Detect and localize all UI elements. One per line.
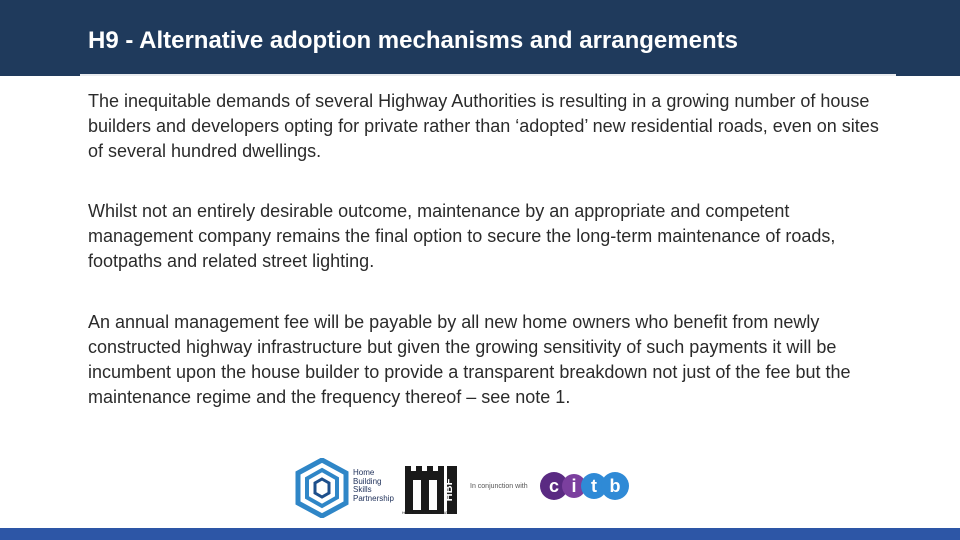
castle-tower-icon xyxy=(403,460,459,516)
header-divider xyxy=(80,74,896,76)
svg-text:HBF: HBF xyxy=(443,478,455,502)
svg-text:b: b xyxy=(609,476,621,496)
logo-strip xyxy=(0,452,960,522)
citb-logo-icon xyxy=(540,468,630,504)
paragraph-2: Whilst not an entirely desirable outcome, maintenance by an appropriate and competent management company remains the final option to secure the long-term maintenance of roads, footpaths and related street lighting. xyxy=(88,201,836,271)
hbsp-line: Building xyxy=(353,476,382,486)
svg-text:t: t xyxy=(591,476,597,496)
svg-text:c: c xyxy=(548,476,560,496)
hbf-caption: HOME BUILDERS FEDERATION xyxy=(402,511,455,515)
header-bar xyxy=(0,0,960,76)
paragraph-3: An annual management fee will be payable by all new home owners who benefit from newly constructed highway infrastructure but given the growing sensitivity of such payments it will be incumbent upon the house builder to provide a transparent breakdown not just of the fee but the maintenance regime and the frequency thereof – see note 1. xyxy=(88,312,851,407)
hbsp-wordmark xyxy=(353,469,394,503)
hbsp-line: Home xyxy=(353,468,375,477)
paragraph-1: The inequitable demands of several Highway Authorities is resulting in a growing number of house builders and developers opting for private rather than ‘adopted’ new residential roads, even on sites of several hundred dwellings. xyxy=(88,91,879,161)
footer-bar xyxy=(0,528,960,540)
hbsp-line: Skills xyxy=(353,485,372,494)
svg-text:i: i xyxy=(571,476,577,496)
hbsp-line: Partnership xyxy=(353,493,394,503)
hexagon-logo-icon xyxy=(294,458,350,518)
conjunction-text: In conjunction with xyxy=(470,483,528,490)
page-title: H9 - Alternative adoption mechanisms and arrangements xyxy=(88,27,738,54)
